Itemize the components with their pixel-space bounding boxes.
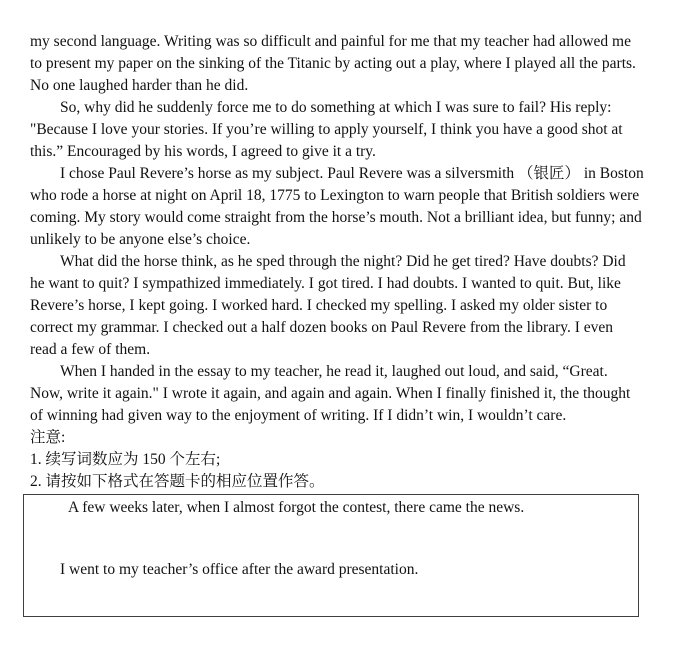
- essay-text-line: of winning had given way to the enjoyment of writing. If I didn’t win, I wouldn’t care.: [30, 407, 567, 424]
- essay-text-line: When I handed in the essay to my teacher, he read it, laughed out loud, and said, “Great.: [60, 363, 608, 380]
- essay-text-line: this.” Encouraged by his words, I agreed to give it a try.: [30, 143, 376, 160]
- essay-text-line: to present my paper on the sinking of the Titanic by acting out a play, where I played all the parts.: [30, 55, 636, 72]
- essay-text-line: No one laughed harder than he did.: [30, 77, 249, 94]
- essay-text-line: What did the horse think, as he sped through the night? Did he get tired? Have doubts? Did: [60, 253, 626, 270]
- continuation-prompt-1: A few weeks later, when I almost forgot the contest, there came the news.: [68, 499, 525, 516]
- essay-body: [30, 31, 680, 427]
- essay-text-line: he want to quit? I sympathized immediately. I got tired. I had doubts. I wanted to quit. But, like: [30, 275, 621, 292]
- continuation-prompt-2: I went to my teacher’s office after the award presentation.: [60, 561, 419, 578]
- essay-text-line: read a few of them.: [30, 341, 151, 358]
- notes-heading: 注意:: [30, 429, 66, 446]
- essay-text-line: Now, write it again." I wrote it again, and again and again. When I finally finished it, the thought: [30, 385, 631, 402]
- essay-text-line: correct my grammar. I checked out a half dozen books on Paul Revere from the library. I even: [30, 319, 614, 336]
- note-item: 2. 请按如下格式在答题卡的相应位置作答。: [30, 473, 325, 490]
- essay-text-line: "Because I love your stories. If you’re willing to apply yourself, I think you have a good shot at: [30, 121, 623, 138]
- essay-text-line: Revere’s horse, I kept going. I worked hard. I checked my spelling. I asked my older sister to: [30, 297, 608, 314]
- essay-text-line: who rode a horse at night on April 18, 1775 to Lexington to warn people that British soldiers were: [30, 187, 640, 204]
- note-item: 1. 续写词数应为 150 个左右;: [30, 451, 221, 468]
- essay-text-line: So, why did he suddenly force me to do something at which I was sure to fail? His reply:: [60, 99, 612, 116]
- answer-format-box: [23, 494, 639, 617]
- essay-text-line: coming. My story would come straight from the horse’s mouth. Not a brilliant idea, but funny; and: [30, 209, 642, 226]
- essay-text-line: unlikely to be anyone else’s choice.: [30, 231, 251, 248]
- notes-list: [30, 449, 680, 493]
- essay-text-line: I chose Paul Revere’s horse as my subject. Paul Revere was a silversmith （银匠） in Boston: [60, 165, 644, 182]
- essay-text-line: my second language. Writing was so difficult and painful for me that my teacher had allowed me: [30, 33, 631, 50]
